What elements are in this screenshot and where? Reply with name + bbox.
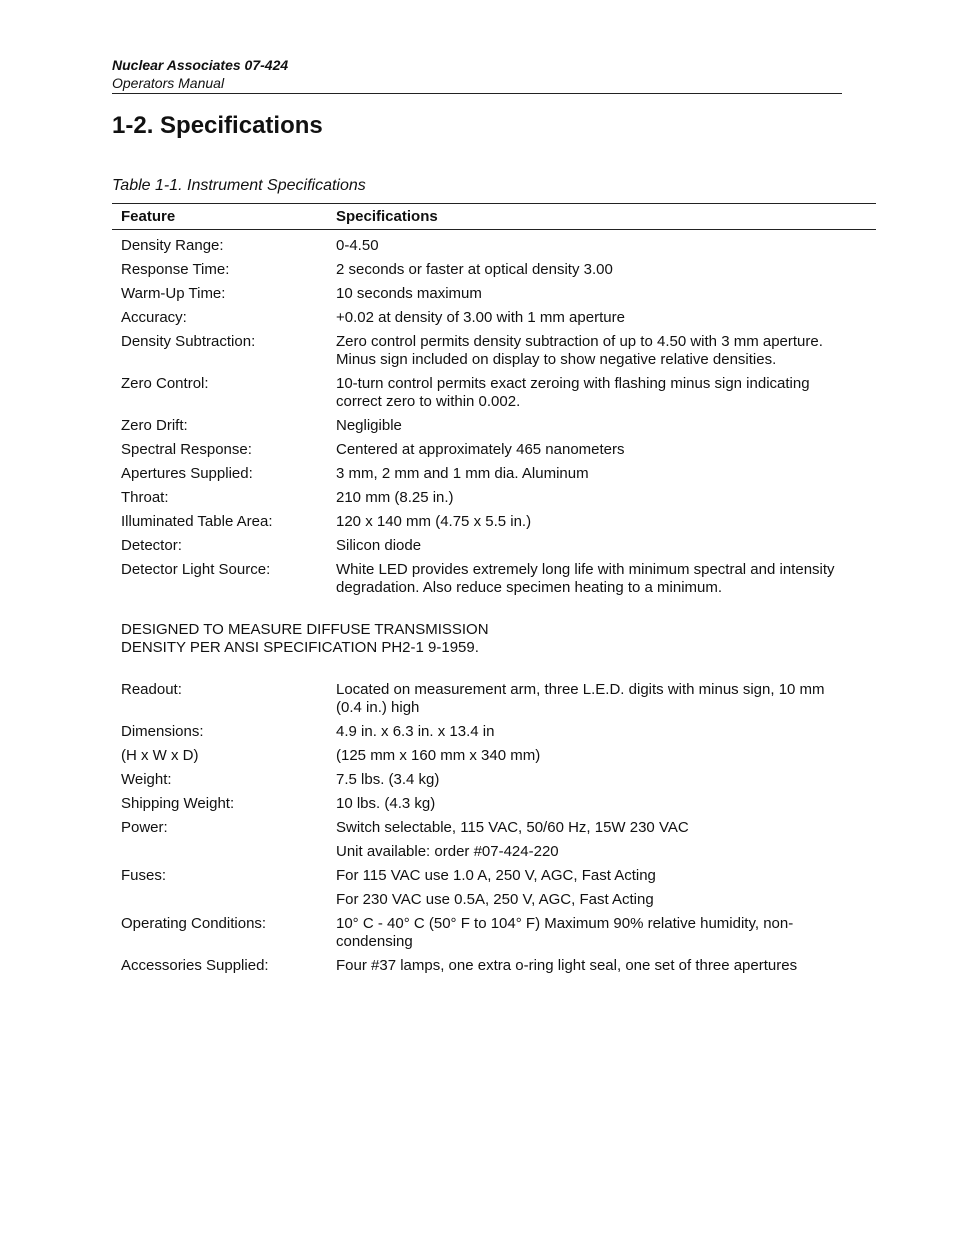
table-row <box>112 558 876 600</box>
feature-cell: Shipping Weight: <box>121 795 235 812</box>
table-row <box>112 678 876 720</box>
feature-cell: Detector Light Source: <box>121 561 271 578</box>
specification-line: (0.4 in.) high <box>336 699 420 716</box>
specification-line: 10 lbs. (4.3 kg) <box>336 795 436 812</box>
feature-cell: Operating Conditions: <box>121 915 267 932</box>
table-row <box>112 306 876 330</box>
table-row <box>112 258 876 282</box>
specification-line: Zero control permits density subtraction of up to 4.50 with 3 mm aperture. <box>336 333 823 350</box>
specification-line: 7.5 lbs. (3.4 kg) <box>336 771 440 788</box>
specification-line: 4.9 in. x 6.3 in. x 13.4 in <box>336 723 495 740</box>
specification-line: condensing <box>336 933 413 950</box>
feature-cell: Power: <box>121 819 168 836</box>
table-row <box>112 438 876 462</box>
specification-cell <box>336 819 876 837</box>
note-line: DESIGNED TO MEASURE DIFFUSE TRANSMISSION <box>121 621 489 638</box>
specification-line: Four #37 lamps, one extra o-ring light seal, one set of three apertures <box>336 957 798 974</box>
specification-cell <box>336 747 876 765</box>
table-row <box>112 372 876 414</box>
table-row <box>112 330 876 372</box>
feature-cell: Detector: <box>121 537 182 554</box>
feature-cell: Apertures Supplied: <box>121 465 253 482</box>
specification-line: Minus sign included on display to show negative relative densities. <box>336 351 777 368</box>
feature-column-header: Feature <box>121 207 176 225</box>
specification-line: 0-4.50 <box>336 237 379 254</box>
feature-cell: (H x W x D) <box>121 747 199 764</box>
specifications-column-header: Specifications <box>336 207 438 225</box>
specification-cell <box>336 771 876 789</box>
specification-cell <box>336 375 876 411</box>
table-row <box>112 744 876 768</box>
feature-cell: Zero Control: <box>121 375 209 392</box>
specification-line: 10 seconds maximum <box>336 285 482 302</box>
note-line: DENSITY PER ANSI SPECIFICATION PH2-1 9-1959. <box>121 639 479 656</box>
feature-cell: Accuracy: <box>121 309 187 326</box>
feature-cell: Density Range: <box>121 237 224 254</box>
specification-line: Negligible <box>336 417 402 434</box>
specification-cell <box>336 309 876 327</box>
feature-cell: Weight: <box>121 771 172 788</box>
specification-line: correct zero to within 0.002. <box>336 393 521 410</box>
specification-line: (125 mm x 160 mm x 340 mm) <box>336 747 541 764</box>
feature-cell: Throat: <box>121 489 169 506</box>
specification-cell <box>336 561 876 597</box>
manual-product-title: Nuclear Associates 07-424 <box>112 57 289 73</box>
specification-cell <box>336 333 876 369</box>
table-row <box>112 720 876 744</box>
table-row <box>112 816 876 840</box>
feature-cell: Spectral Response: <box>121 441 252 458</box>
specification-cell <box>336 537 876 555</box>
table-header-row <box>112 203 876 230</box>
table-row <box>112 486 876 510</box>
specification-cell <box>336 867 876 885</box>
specification-line: For 230 VAC use 0.5A, 250 V, AGC, Fast Acting <box>336 891 654 908</box>
table-row <box>112 414 876 438</box>
specifications-table <box>112 203 876 978</box>
specification-line: 210 mm (8.25 in.) <box>336 489 454 506</box>
specification-cell <box>336 261 876 279</box>
table-row <box>112 534 876 558</box>
table-row <box>112 234 876 258</box>
table-row <box>112 954 876 978</box>
feature-cell <box>112 891 336 909</box>
feature-cell: Zero Drift: <box>121 417 188 434</box>
table-row <box>112 510 876 534</box>
specification-line: 2 seconds or faster at optical density 3.00 <box>336 261 613 278</box>
manual-subtitle: Operators Manual <box>112 75 225 91</box>
table-caption: Table 1-1. Instrument Specifications <box>112 177 366 194</box>
specification-cell <box>336 237 876 255</box>
feature-cell: Warm-Up Time: <box>121 285 226 302</box>
specification-line: Located on measurement arm, three L.E.D. digits with minus sign, 10 mm <box>336 681 825 698</box>
table-row <box>112 768 876 792</box>
table-row <box>112 912 876 954</box>
specification-line: +0.02 at density of 3.00 with 1 mm aperture <box>336 309 625 326</box>
specification-cell <box>336 489 876 507</box>
ansi-note <box>112 621 876 657</box>
specification-line: Switch selectable, 115 VAC, 50/60 Hz, 15W 230 VAC <box>336 819 689 836</box>
feature-cell: Illuminated Table Area: <box>121 513 273 530</box>
specification-cell <box>336 465 876 483</box>
specification-line: Unit available: order #07-424-220 <box>336 843 559 860</box>
page-header <box>112 56 842 94</box>
table-row <box>112 282 876 306</box>
specification-line: 10-turn control permits exact zeroing with flashing minus sign indicating <box>336 375 810 392</box>
section-title: 1-2. Specifications <box>112 112 323 139</box>
specification-cell <box>336 843 876 861</box>
specification-line: 120 x 140 mm (4.75 x 5.5 in.) <box>336 513 532 530</box>
table-row <box>112 864 876 888</box>
specification-line: 10° C - 40° C (50° F to 104° F) Maximum 90% relative humidity, non- <box>336 915 794 932</box>
feature-cell <box>112 843 336 861</box>
spec-rows-group-1 <box>112 230 876 600</box>
specification-cell <box>336 891 876 909</box>
feature-cell: Density Subtraction: <box>121 333 256 350</box>
specification-cell <box>336 285 876 303</box>
feature-cell: Dimensions: <box>121 723 204 740</box>
table-row <box>112 792 876 816</box>
specification-cell <box>336 513 876 531</box>
specification-line: Centered at approximately 465 nanometers <box>336 441 625 458</box>
feature-cell: Fuses: <box>121 867 167 884</box>
specification-line: Silicon diode <box>336 537 422 554</box>
table-row <box>112 840 876 864</box>
feature-cell: Readout: <box>121 681 182 698</box>
spec-rows-group-2 <box>112 678 876 978</box>
specification-line: For 115 VAC use 1.0 A, 250 V, AGC, Fast Acting <box>336 867 656 884</box>
specification-cell <box>336 915 876 951</box>
specification-cell <box>336 441 876 459</box>
feature-cell: Accessories Supplied: <box>121 957 269 974</box>
specification-cell <box>336 957 876 975</box>
specification-cell <box>336 681 876 717</box>
specification-cell <box>336 723 876 741</box>
specification-cell <box>336 795 876 813</box>
specification-cell <box>336 417 876 435</box>
specification-line: degradation. Also reduce specimen heating to a minimum. <box>336 579 723 596</box>
specification-line: White LED provides extremely long life with minimum spectral and intensity <box>336 561 835 578</box>
table-row <box>112 888 876 912</box>
table-row <box>112 462 876 486</box>
feature-cell: Response Time: <box>121 261 230 278</box>
specification-line: 3 mm, 2 mm and 1 mm dia. Aluminum <box>336 465 589 482</box>
